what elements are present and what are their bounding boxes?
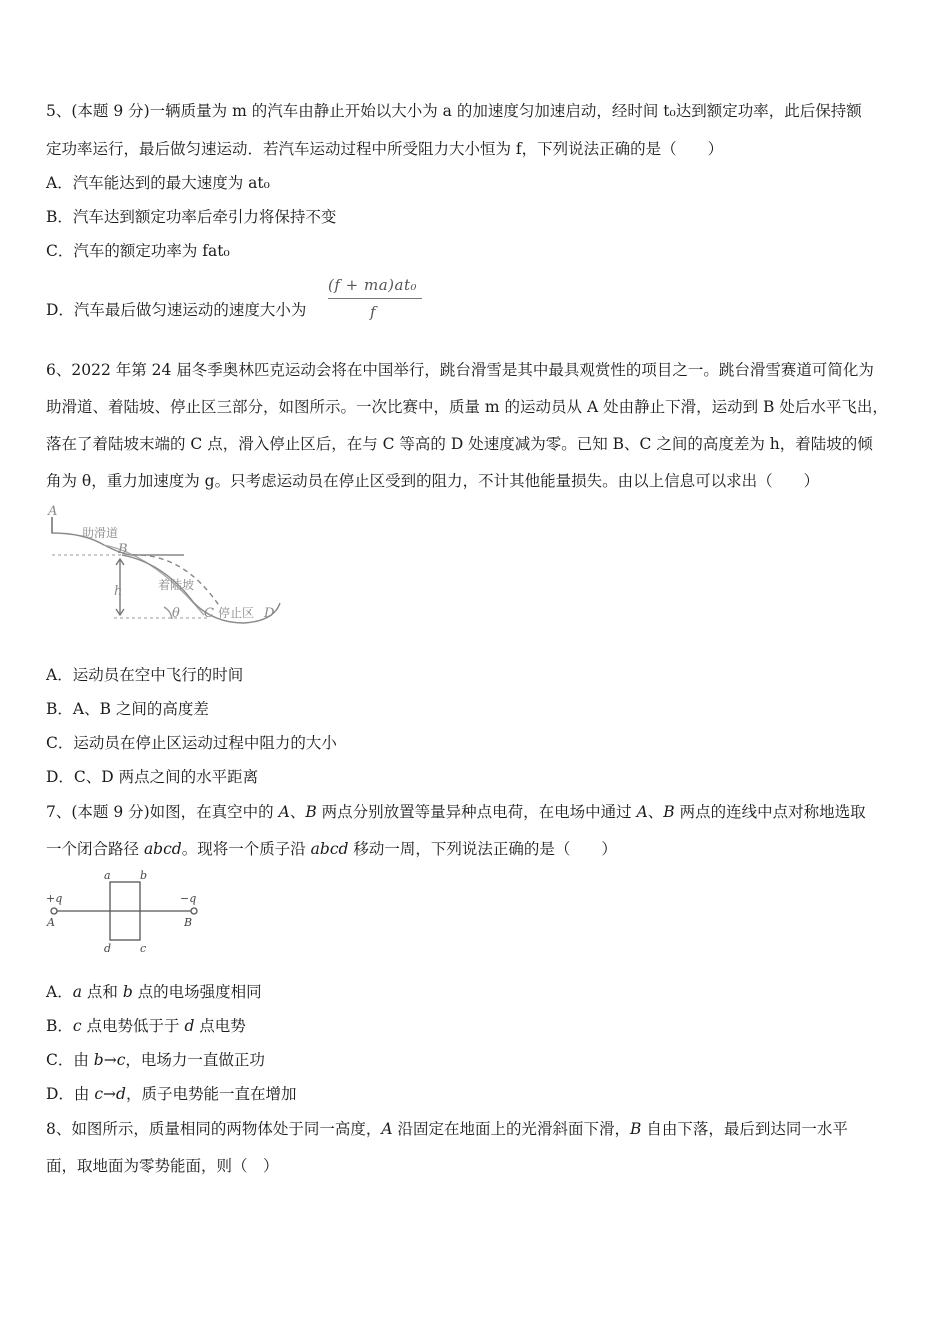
fraction-denominator: f <box>370 303 376 321</box>
label-corner-d: d <box>104 942 112 955</box>
label-zone-stop: 停止区 <box>218 606 255 620</box>
label-b: B <box>118 542 128 557</box>
q5-option-c: C．汽车的额定功率为 fat₀ <box>46 242 230 260</box>
label-theta: θ <box>172 606 180 621</box>
label-b: B <box>184 916 193 929</box>
charge-a-dot <box>51 908 57 914</box>
q8-stem-line2: 面，取地面为零势能面，则（ ） <box>46 1157 279 1175</box>
q7-option-d <box>46 1084 296 1104</box>
label-zone-ramp: 助滑道 <box>82 526 119 540</box>
q5-stem-line1: 5、(本题 9 分)一辆质量为 m 的汽车由静止开始以大小为 a 的加速度匀加速启动，经时间 t₀达到额定功率，此后保持额 <box>46 102 862 120</box>
q8-stem-line1 <box>46 1119 848 1139</box>
q7-option-c <box>46 1050 265 1070</box>
label-corner-a: a <box>104 869 111 882</box>
q6-stem-line4: 角为 θ，重力加速度为 g。只考虑运动员在停止区受到的阻力，不计其他能量损失。由以上信息可以求出（ ） <box>46 472 820 490</box>
q8-var-b: B <box>630 1120 642 1138</box>
label-a: A <box>48 504 58 519</box>
q6-option-a: A．运动员在空中飞行的时间 <box>46 666 244 684</box>
q7-stem-line2 <box>46 839 617 859</box>
label-h: h <box>114 584 123 599</box>
q8-text: 沿固定在地面上的光滑斜面下滑， <box>392 1120 631 1138</box>
opt-var: a <box>72 983 82 1001</box>
label-a: A <box>47 916 55 929</box>
opt-text: 点电势低于于 <box>81 1017 185 1035</box>
opt-var: c <box>72 1017 82 1035</box>
q6-stem-line2: 助滑道、着陆坡、停止区三部分，如图所示。一次比赛中，质量 m 的运动员从 A 处由静止下滑，运动到 B 处后水平飞出， <box>46 398 888 416</box>
q7-text: 、 <box>289 803 306 821</box>
opt-text: D．由 <box>46 1085 95 1103</box>
ski-jump-diagram <box>44 503 284 635</box>
q7-option-a <box>46 982 262 1002</box>
opt-text: A． <box>46 983 73 1001</box>
opt-text: 点的电场强度相同 <box>132 983 262 1001</box>
opt-text: B． <box>46 1017 73 1035</box>
q6-option-b: B．A、B 之间的高度差 <box>46 700 209 718</box>
q5-option-d: D．汽车最后做匀速运动的速度大小为 <box>46 301 307 319</box>
q6-stem-line1: 6、2022 年第 24 届冬季奥林匹克运动会将在中国举行，跳台滑雪是其中最具观赏性的项目之一。跳台滑雪赛道可简化为 <box>46 361 874 379</box>
label-corner-c: c <box>140 942 147 955</box>
label-zone-landing: 着陆坡 <box>158 578 195 592</box>
q7-text: 移动一周，下列说法正确的是（ ） <box>348 840 617 858</box>
q7-text: 、 <box>647 803 664 821</box>
q7-var-abcd: abcd <box>310 840 349 858</box>
opt-var: b <box>122 983 133 1001</box>
q7-stem-line1 <box>46 802 866 822</box>
q7-text: 两点分别放置等量异种点电荷，在电场中通过 <box>316 803 637 821</box>
q5-option-d-fraction <box>328 276 424 326</box>
fraction-numerator: (f + ma)at₀ <box>328 276 418 294</box>
q7-text: 两点的连线中点对称地选取 <box>674 803 866 821</box>
q5-option-b: B．汽车达到额定功率后牵引力将保持不变 <box>46 208 337 226</box>
opt-text: 点和 <box>81 983 123 1001</box>
q6-option-c: C．运动员在停止区运动过程中阻力的大小 <box>46 734 337 752</box>
opt-var: d <box>184 1017 195 1035</box>
q6-stem-line3: 落在了着陆坡末端的 C 点，滑入停止区后，在与 C 等高的 D 处速度减为零。已知 B、C 之间的高度差为 h，着陆坡的倾 <box>46 435 873 453</box>
q8-text: 自由下落，最后到达同一水平 <box>641 1120 848 1138</box>
q7-text: 7、(本题 9 分)如图，在真空中的 <box>46 803 279 821</box>
opt-text: ，质子电势能一直在增加 <box>125 1085 297 1103</box>
dipole-path-diagram <box>44 868 214 960</box>
charge-b-dot <box>191 908 197 914</box>
fraction-bar <box>328 298 422 299</box>
q7-text: 。现将一个质子沿 <box>181 840 311 858</box>
opt-var: b→c <box>93 1051 126 1069</box>
q7-var-b: B <box>305 803 317 821</box>
opt-text: ，电场力一直做正功 <box>125 1051 265 1069</box>
label-minus-q: −q <box>180 892 197 905</box>
opt-text: C．由 <box>46 1051 94 1069</box>
landing-slope <box>122 555 280 623</box>
label-d: D <box>264 606 275 621</box>
q8-text: 8、如图所示，质量相同的两物体处于同一高度， <box>46 1120 382 1138</box>
q5-stem-line2: 定功率运行，最后做匀速运动．若汽车运动过程中所受阻力大小恒为 f，下列说法正确的是（ ） <box>46 140 724 158</box>
q7-text: 一个闭合路径 <box>46 840 144 858</box>
q7-var-b: B <box>663 803 675 821</box>
q7-var-a: A <box>278 803 290 821</box>
label-corner-b: b <box>140 869 148 882</box>
label-plus-q: +q <box>46 892 63 905</box>
q7-var-abcd: abcd <box>143 840 182 858</box>
opt-var: c→d <box>94 1085 126 1103</box>
q5-option-a: A．汽车能达到的最大速度为 at₀ <box>46 174 270 192</box>
opt-text: 点电势 <box>194 1017 246 1035</box>
q7-var-a: A <box>636 803 648 821</box>
q7-option-b <box>46 1016 246 1036</box>
label-c: C <box>204 606 214 621</box>
theta-arc <box>164 607 172 619</box>
q8-var-a: A <box>381 1120 393 1138</box>
q6-option-d: D．C、D 两点之间的水平距离 <box>46 768 259 786</box>
